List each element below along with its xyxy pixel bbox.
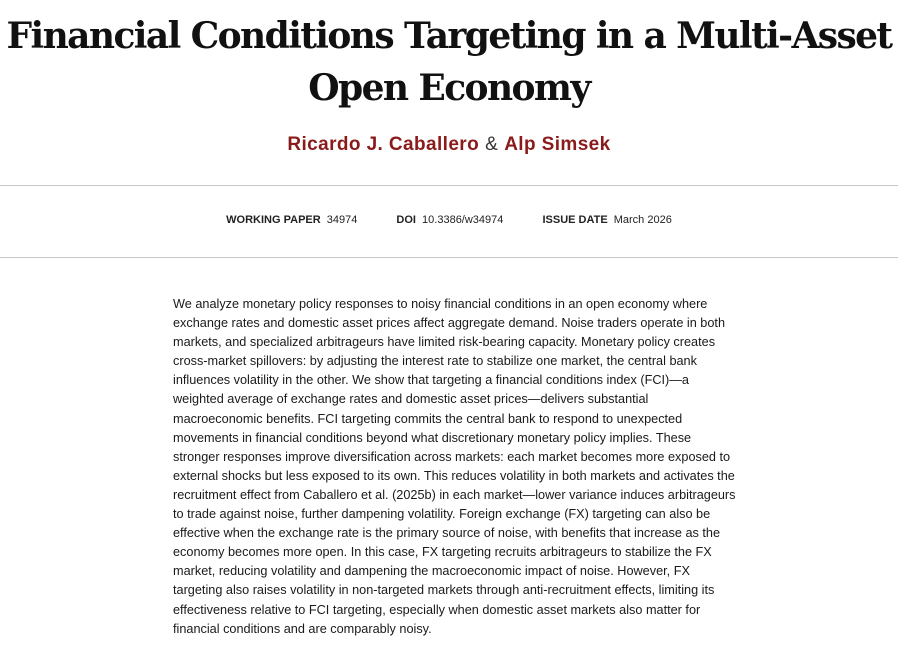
divider-top (0, 185, 898, 186)
author-separator: & (485, 134, 499, 155)
divider-bottom (0, 257, 898, 258)
issue-date-value: March 2026 (613, 214, 672, 226)
working-paper-value: 34974 (326, 214, 358, 226)
doi-label: DOI (396, 214, 416, 226)
doi (396, 214, 503, 226)
author-list (0, 134, 898, 156)
abstract-text: We analyze monetary policy responses to noisy financial conditions in an open economy where exchange rates and domestic asset prices affect aggregate demand. Noise traders operate in both markets, and specialized arbitrageurs have limited risk-bearing capacity. Monetary policy creates cross-market spillovers: by adjusting the interest rate to stabilize one market, the central bank influences volatility in the other. We show that targeting a financial conditions index (FCI)—a weighted average of exchange rates and domestic asset prices—delivers substantial macroeconomic benefits. FCI targeting commits the central bank to respond to unexpected movements in financial conditions beyond what discretionary monetary policy implies. These stronger responses improve diversification across markets: each market becomes more exposed to external shocks but less exposed to its own. This reduces volatility in both markets and activates the recruitment effect from Caballero et al. (2025b) in each market—lower variance induces arbitrageurs to trade against noise, further dampening volatility. Foreign exchange (FX) targeting can also be effective when the exchange rate is the primary source of noise, with benefits that increase as the economy becomes more open. In this case, FX targeting recruits arbitrageurs to stabilize the FX market, reducing volatility and dampening the macroeconomic impact of noise. However, FX targeting also raises volatility in non-targeted markets through anti-recruitment effects, limiting its effectiveness relative to FCI targeting, especially when domestic asset markets also matter for financial conditions and are comparably noisy. (173, 297, 736, 636)
issue-date-label: ISSUE DATE (542, 214, 608, 226)
doi-value[interactable]: 10.3386/w34974 (422, 214, 504, 226)
paper-metadata (0, 214, 898, 226)
author-link-simsek[interactable]: Alp Simsek (504, 134, 611, 155)
working-paper-label: WORKING PAPER (226, 214, 321, 226)
working-paper-number (226, 214, 357, 226)
page-title: Financial Conditions Targeting in a Multi-Asset Open Economy (6, 15, 892, 109)
author-link-caballero[interactable]: Ricardo J. Caballero (287, 134, 480, 155)
issue-date (542, 214, 671, 226)
